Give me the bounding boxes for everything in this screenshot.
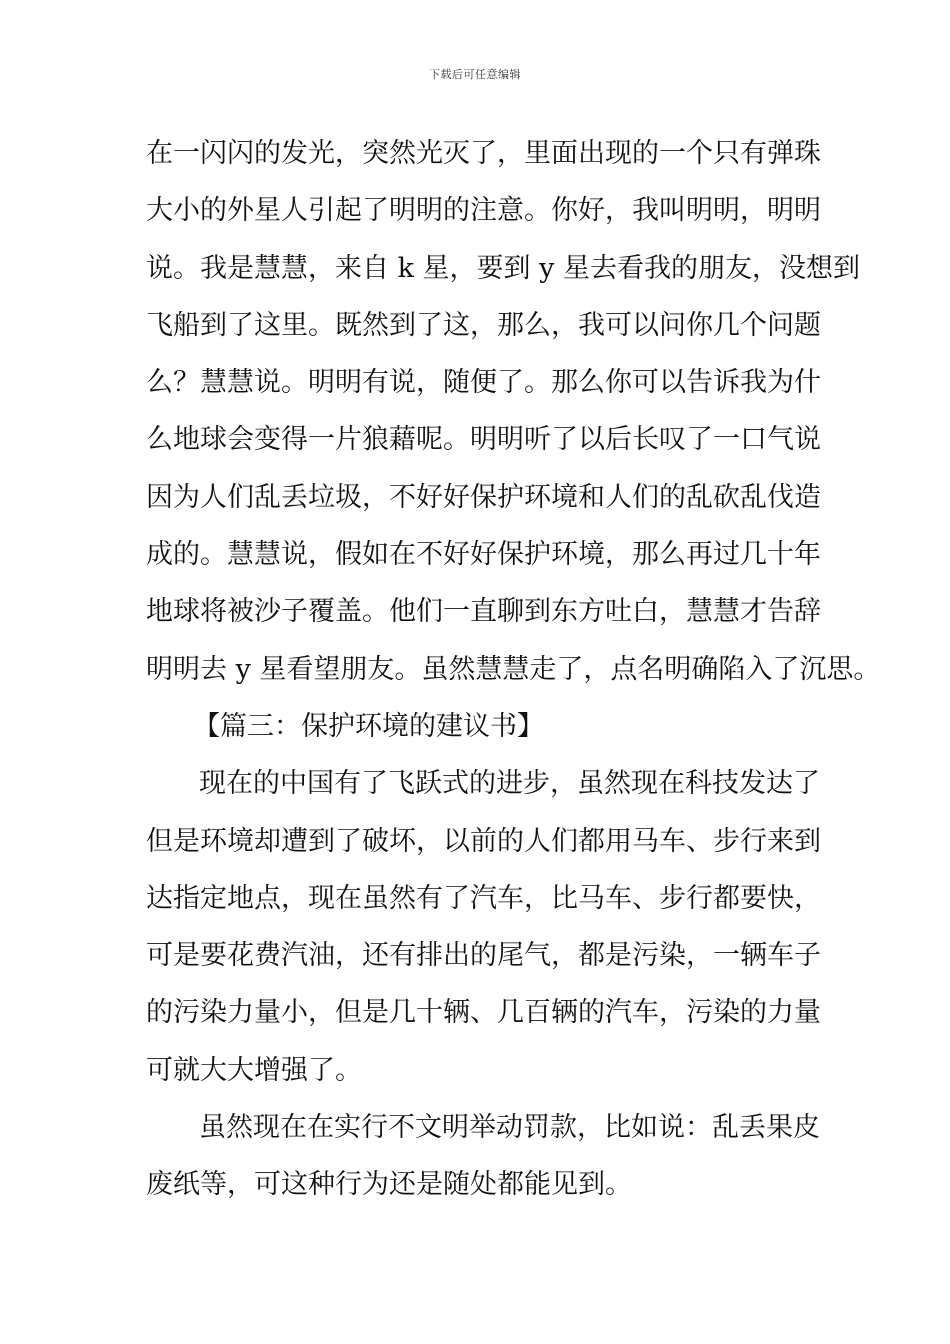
text-line: 的污染力量小，但是几十辆、几百辆的汽车，污染的力量 xyxy=(146,997,821,1029)
paragraph-first-line: 现在的中国有了飞跃式的进步，虽然现在科技发达了 xyxy=(199,768,820,800)
text-line: 说。我是慧慧，来自 k 星，要到 y 星去看我的朋友，没想到 xyxy=(146,252,860,284)
text-line: 但是环境却遭到了破坏，以前的人们都用马车、步行来到 xyxy=(146,825,821,857)
page-header: 下载后可任意编辑 xyxy=(429,68,521,81)
text-line: 么？慧慧说。明明有说，随便了。那么你可以告诉我为什 xyxy=(146,367,821,399)
text-line: 可是要花费汽油，还有排出的尾气，都是污染，一辆车子 xyxy=(146,940,821,972)
text-line: 达指定地点，现在虽然有了汽车，比马车、步行都要快， xyxy=(146,882,821,914)
text-line: 么地球会变得一片狼藉呢。明明听了以后长叹了一口气说 xyxy=(146,424,821,456)
text-line: 可就大大增强了。 xyxy=(146,1054,362,1086)
text-line: 在一闪闪的发光，突然光灭了，里面出现的一个只有弹珠 xyxy=(146,138,821,169)
text-line: 飞船到了这里。既然到了这，那么，我可以问你几个问题 xyxy=(146,309,821,341)
text-line: 废纸等，可这种行为还是随处都能见到。 xyxy=(146,1169,632,1201)
section-heading: 【篇三：保护环境的建议书】 xyxy=(193,710,544,742)
text-line: 因为人们乱丢垃圾，不好好保护环境和人们的乱砍乱伐造 xyxy=(146,481,821,513)
text-line: 大小的外星人引起了明明的注意。你好，我叫明明，明明 xyxy=(146,195,821,227)
text-line: 明明去 y 星看望朋友。虽然慧慧走了，点名明确陷入了沉思。 xyxy=(146,653,881,685)
document-body xyxy=(146,125,881,1214)
text-line: 地球将被沙子覆盖。他们一直聊到东方吐白，慧慧才告辞 xyxy=(146,596,821,628)
paragraph-first-line: 虽然现在在实行不文明举动罚款，比如说：乱丢果皮 xyxy=(199,1112,820,1144)
text-line: 成的。慧慧说，假如在不好好保护环境，那么再过几十年 xyxy=(146,539,821,571)
